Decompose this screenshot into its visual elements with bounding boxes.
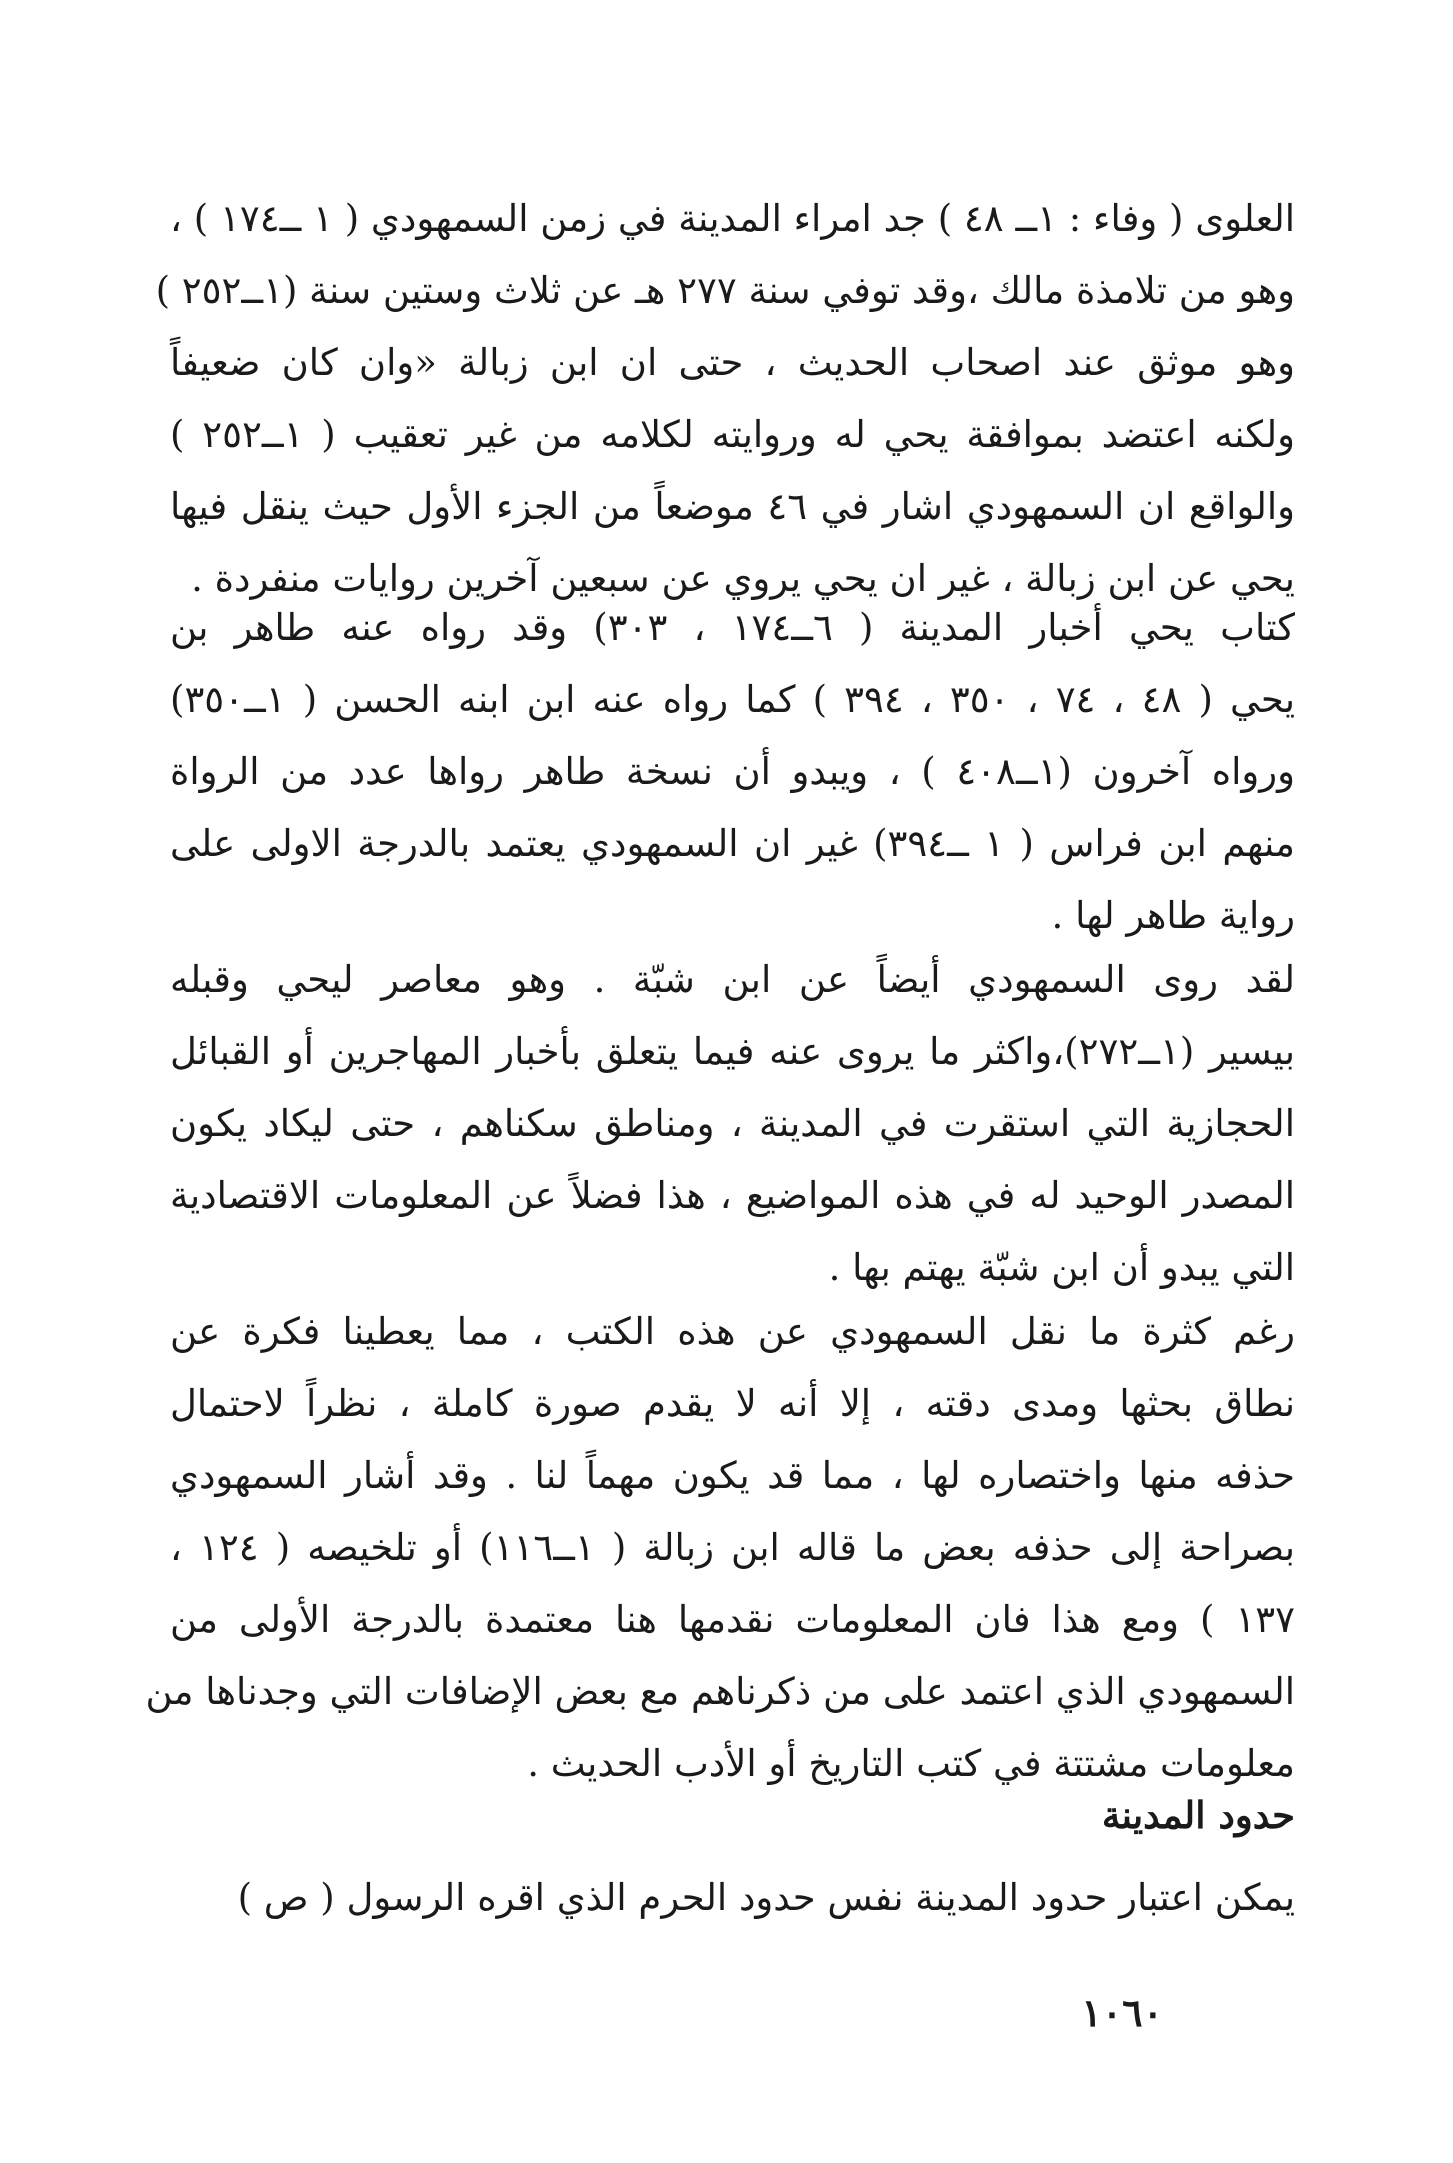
text-line: رواية طاهر لها .: [1051, 894, 1295, 937]
text-line: كتاب يحي أخبار المدينة ( ٦ــ١٧٤ ، ٣٠٣) وقد رواه عنه طاهر بن: [170, 606, 1296, 649]
text-line: منهم ابن فراس ( ١ ــ٣٩٤) غير ان السمهودي يعتمد بالدرجة الاولى على: [170, 822, 1295, 865]
page-number: ١٠٦٠: [1081, 1990, 1163, 2035]
text-line: ولكنه اعتضد بموافقة يحي له وروايته لكلامه من غير تعقيب ( ١ــ٢٥٢ ): [170, 413, 1296, 456]
paragraph-3: [170, 944, 1295, 1304]
text-line: لقد روى السمهودي أيضاً عن ابن شبّة . وهو معاصر ليحي وقبله: [170, 958, 1295, 1001]
text-line: الحجازية التي استقرت في المدينة ، ومناطق سكناهم ، حتى ليكاد يكون: [170, 1102, 1295, 1145]
text-line: يمكن اعتبار حدود المدينة نفس حدود الحرم الذي اقره الرسول ( ص ): [237, 1876, 1295, 1919]
text-line: يحي عن ابن زبالة ، غير ان يحي يروي عن سبعين آخرين روايات منفردة .: [191, 557, 1295, 600]
text-line: يحي ( ٤٨ ، ٧٤ ، ٣٥٠ ، ٣٩٤ ) كما رواه عنه ابن ابنه الحسن ( ١ــ٣٥٠): [170, 678, 1296, 721]
text-line: معلومات مشتتة في كتب التاريخ أو الأدب الحديث .: [527, 1742, 1295, 1785]
text-line: وهو من تلامذة مالك ،وقد توفي سنة ٢٧٧ هـ عن ثلاث وستين سنة (١ــ٢٥٢ ): [155, 269, 1295, 312]
paragraph-1: [155, 183, 1296, 615]
text-line: العلوى ( وفاء : ١ــ ٤٨ ) جد امراء المدينة في زمن السمهودي ( ١ ــ١٧٤ ) ،: [170, 197, 1295, 240]
paragraph-5: [170, 1862, 1295, 1934]
text-line: بصراحة إلى حذفه بعض ما قاله ابن زبالة ( ١ــ١١٦) أو تلخيصه ( ١٢٤ ،: [170, 1526, 1295, 1569]
section-heading: حدود المدينة: [1101, 1793, 1295, 1837]
text-line: التي يبدو أن ابن شبّة يهتم بها .: [828, 1246, 1295, 1289]
text-line: نطاق بحثها ومدى دقته ، إلا أنه لا يقدم صورة كاملة ، نظراً لاحتمال: [170, 1382, 1295, 1425]
text-line: رغم كثرة ما نقل السمهودي عن هذه الكتب ، مما يعطينا فكرة عن: [170, 1310, 1295, 1353]
paragraph-4: [145, 1296, 1295, 1800]
text-line: والواقع ان السمهودي اشار في ٤٦ موضعاً من الجزء الأول حيث ينقل فيها: [170, 485, 1295, 528]
paragraph-2: [170, 592, 1295, 952]
text-line: وهو موثق عند اصحاب الحديث ، حتى ان ابن زبالة «وان كان ضعيفاً: [170, 341, 1295, 384]
text-line: حذفه منها واختصاره لها ، مما قد يكون مهماً لنا . وقد أشار السمهودي: [170, 1454, 1295, 1497]
text-line: ورواه آخرون (١ــ٤٠٨ ) ، ويبدو أن نسخة طاهر رواها عدد من الرواة: [170, 750, 1295, 793]
text-line: السمهودي الذي اعتمد على من ذكرناهم مع بعض الإضافات التي وجدناها من: [145, 1670, 1295, 1713]
text-line: المصدر الوحيد له في هذه المواضيع ، هذا فضلاً عن المعلومات الاقتصادية: [170, 1174, 1295, 1217]
text-line: ١٣٧ ) ومع هذا فان المعلومات نقدمها هنا معتمدة بالدرجة الأولى من: [170, 1598, 1295, 1641]
text-line: بيسير (١ــ٢٧٢)،واكثر ما يروى عنه فيما يتعلق بأخبار المهاجرين أو القبائل: [170, 1030, 1295, 1073]
